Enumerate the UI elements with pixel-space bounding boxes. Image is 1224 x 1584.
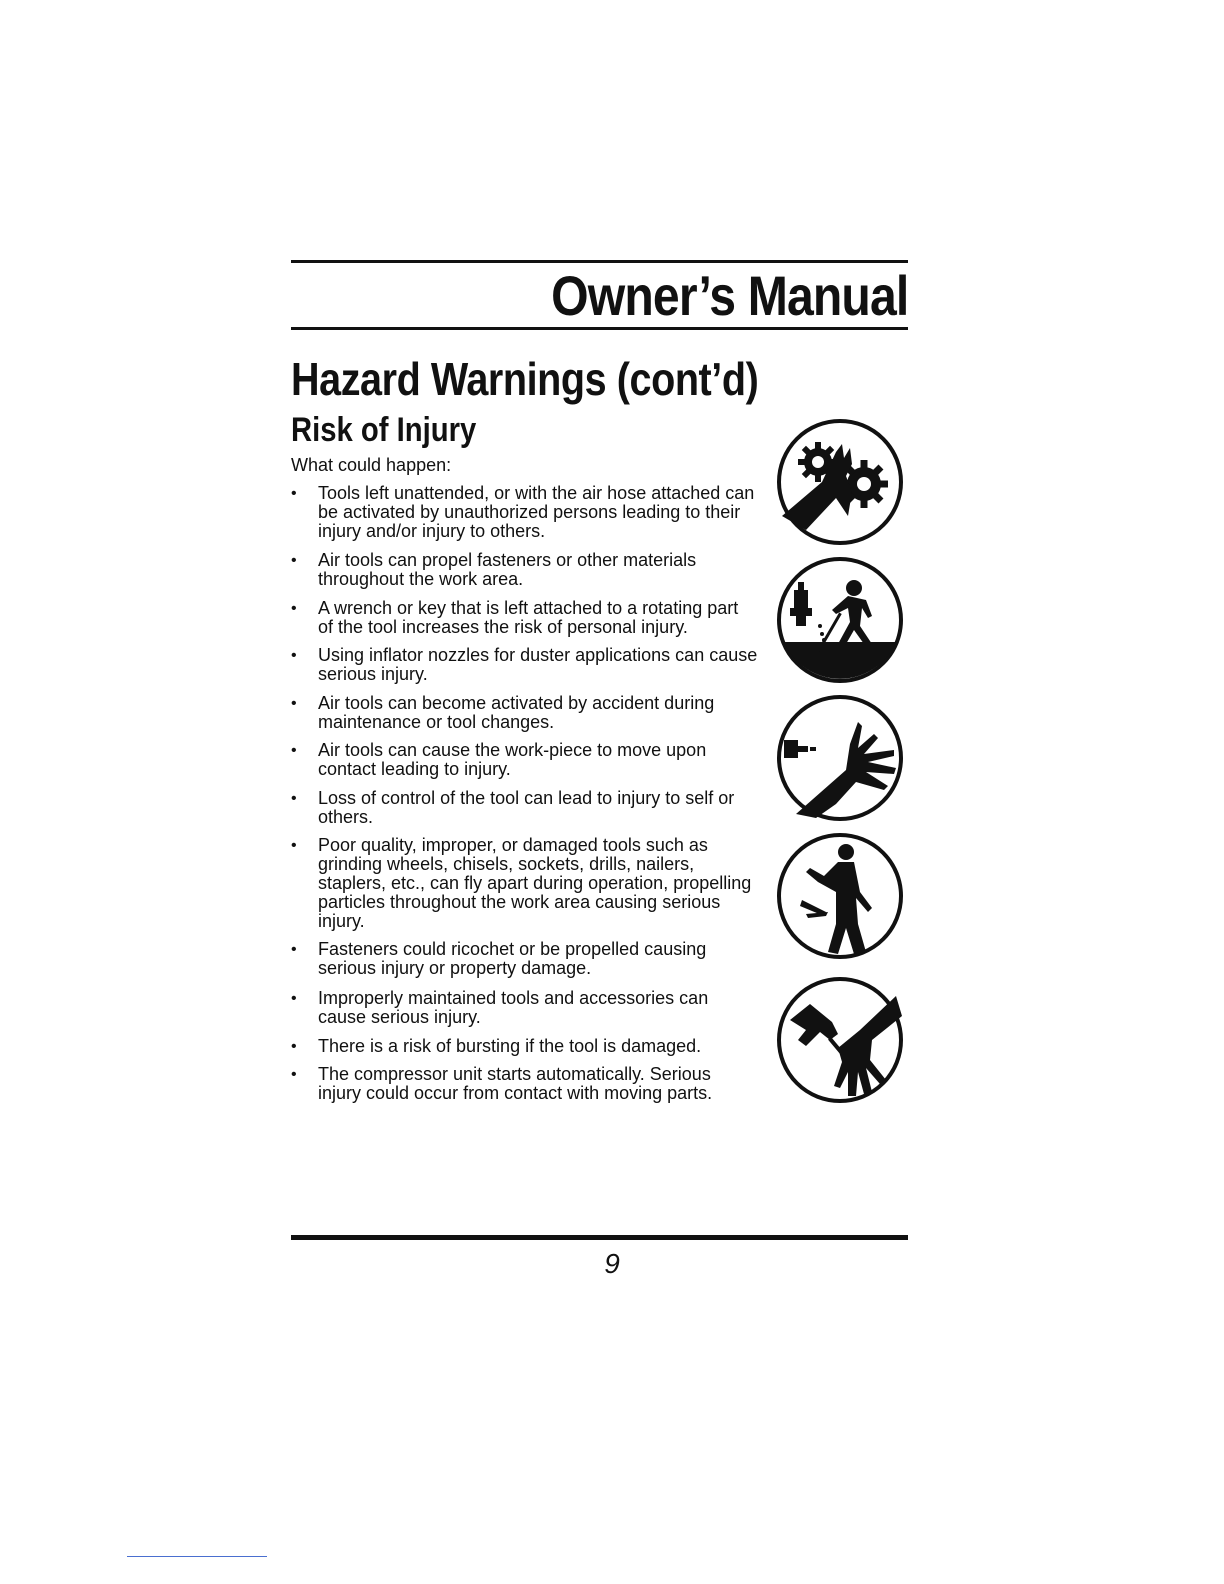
bullet: • xyxy=(291,1066,297,1083)
hazard-text: Air tools can propel fasteners or other materials throughout the work area. xyxy=(318,550,697,589)
bullet: • xyxy=(291,1038,297,1055)
drill-hand-icon xyxy=(776,976,904,1104)
list-item xyxy=(291,693,758,732)
list-item xyxy=(291,939,758,978)
hazard-text: Air tools can cause the work-piece to move upon contact leading to injury. xyxy=(318,740,707,779)
header-top-rule xyxy=(291,260,908,263)
bullet: • xyxy=(291,552,297,569)
hazard-text: Fasteners could ricochet or be propelled causing serious injury or property damage. xyxy=(318,939,707,978)
subsection-title: Risk of Injury xyxy=(291,411,477,449)
bullet: • xyxy=(291,790,297,807)
hazard-text: Tools left unattended, or with the air hose attached can be activated by unauthorized persons leading to their injury and/or injury to others. xyxy=(318,483,755,541)
list-item xyxy=(291,645,758,684)
list-item xyxy=(291,835,758,931)
manual-title: Owner’s Manual xyxy=(550,264,908,327)
hazard-text: The compressor unit starts automatically. Serious injury could occur from contact with moving parts. xyxy=(318,1064,713,1103)
hazard-text: Air tools can become activated by accident during maintenance or tool changes. xyxy=(318,693,715,732)
bullet: • xyxy=(291,647,297,664)
section-title: Hazard Warnings (cont’d) xyxy=(291,353,759,405)
header-bottom-rule xyxy=(291,327,908,330)
list-item xyxy=(291,1036,758,1056)
list-item xyxy=(291,788,758,827)
hazard-text: A wrench or key that is left attached to a rotating part of the tool increases the risk of personal injury. xyxy=(318,598,739,637)
list-item xyxy=(291,550,758,589)
intro-text: What could happen: xyxy=(291,455,452,475)
list-item xyxy=(291,740,758,779)
bullet: • xyxy=(291,485,297,502)
hazard-text: Poor quality, improper, or damaged tools such as grinding wheels, chisels, sockets, drills, nailers, staplers, etc., can fly apart during operation, propelling particles throughout the work area causing serious injury. xyxy=(318,835,752,931)
bullet: • xyxy=(291,695,297,712)
footer-rule xyxy=(291,1235,908,1240)
projectile-person-icon xyxy=(776,832,904,960)
bullet: • xyxy=(291,837,297,854)
hand-in-gears-icon xyxy=(776,418,904,546)
corner-mark xyxy=(127,1556,267,1557)
flying-debris-person-icon xyxy=(776,556,904,684)
list-item xyxy=(291,483,758,541)
hazard-text: There is a risk of bursting if the tool is damaged. xyxy=(318,1036,702,1056)
hazard-text: Loss of control of the tool can lead to injury to self or others. xyxy=(318,788,735,827)
hazard-text: Improperly maintained tools and accessories can cause serious injury. xyxy=(318,988,709,1027)
hazard-text: Using inflator nozzles for duster applications can cause serious injury. xyxy=(318,645,758,684)
bullet: • xyxy=(291,990,297,1007)
tool-injury-hand-icon xyxy=(776,694,904,822)
bullet: • xyxy=(291,941,297,958)
list-item xyxy=(291,598,758,637)
bullet: • xyxy=(291,742,297,759)
list-item xyxy=(291,988,758,1027)
list-item xyxy=(291,1064,758,1103)
bullet: • xyxy=(291,600,297,617)
page-number: 9 xyxy=(604,1248,620,1279)
